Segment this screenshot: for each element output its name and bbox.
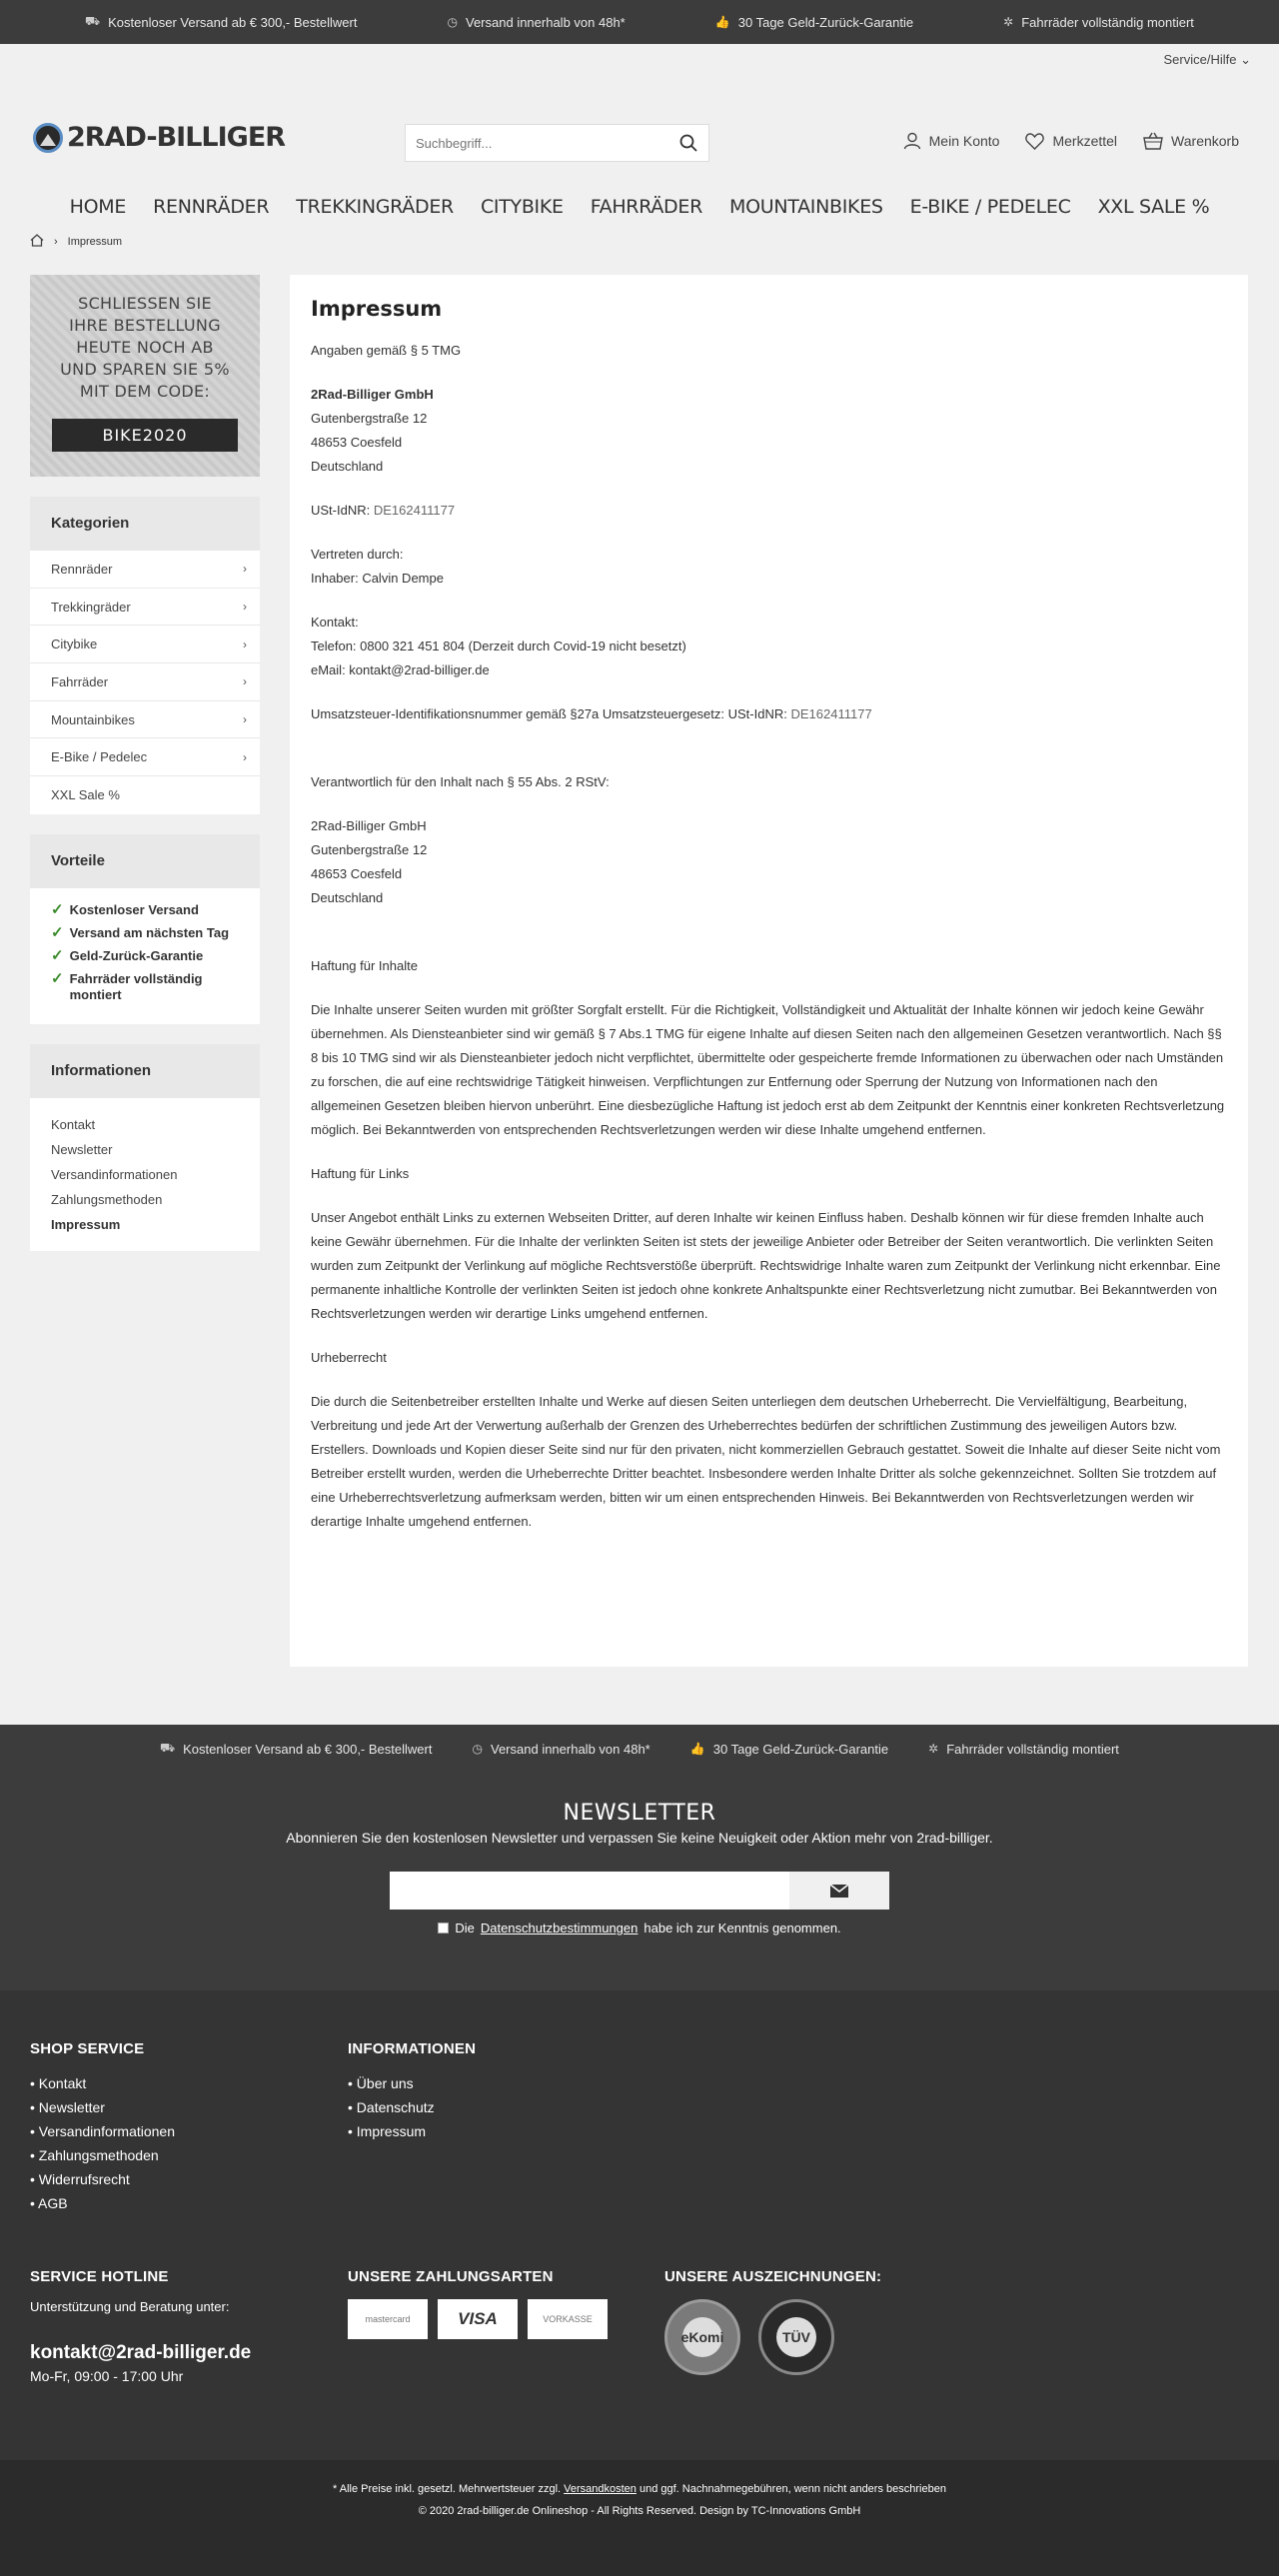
section-text: Die durch die Seitenbetreiber erstellten Inhalte und Werke auf diesen Seiten unterliegen dem deutschen Urheberrecht. Die Vervielfältigung, Bearbeitung, Verbreitung und jede Art der Verwertung außerhalb der Grenzen des Urheberrechtes bedürfen der schriftlichen Zustimmung des jeweiligen Autors bzw. Erstellers. Downloads und Kopien dieser Seite sind nur für den privaten, nicht kommerziellen Gebrauch gestattet. Soweit die Inhalte auf dieser Seite nicht vom Betreiber erstellt wurden, werden die Urheberrechte Dritter beachtet. Insbesondere werden Inhalte Dritter als solche gekennzeichnet. Sollten Sie trotzdem auf eine Urheberrechtsverletzung aufmerksam werden, bitten wir um einen entsprechenden Hinweis. Bei Bekanntwerden von Rechtsverletzungen werden wir derartige Inhalte umgehend entfernen.	[311, 1394, 1221, 1529]
advantages-box	[30, 834, 260, 1024]
footer-shop-service	[30, 2040, 175, 2215]
usp-item	[448, 15, 626, 30]
footer-payments	[348, 2268, 608, 2339]
footer-link[interactable]: • AGB	[30, 2191, 175, 2215]
page-title: Impressum	[311, 297, 443, 321]
footer-link[interactable]: • Widerrufsrecht	[30, 2167, 175, 2191]
info-link-versandinformationen[interactable]: Versandinformationen	[51, 1166, 178, 1182]
section-heading: Urheberrecht	[311, 1350, 387, 1365]
checkmark-icon: ✓	[51, 923, 64, 941]
footer-link[interactable]: • Zahlungsmethoden	[30, 2143, 175, 2167]
main-content	[290, 275, 1248, 1667]
shipping-costs-link[interactable]: Versandkosten	[564, 2483, 637, 2495]
footer-link[interactable]: • Kontakt	[30, 2071, 175, 2095]
ekomi-seal[interactable]: eKomi	[664, 2299, 740, 2375]
contact-info: Kontakt: Telefon: 0800 321 451 804 (Derzeit durch Covid-19 nicht besetzt) eMail: kontakt@2rad-billiger.de	[311, 615, 686, 677]
main-navigation	[0, 194, 1279, 220]
search-icon	[679, 134, 697, 152]
newsletter-consent: Die Datenschutzbestimmungen habe ich zur Kenntnis genommen.	[0, 1921, 1279, 1935]
search-button[interactable]	[668, 125, 708, 161]
footer-title: UNSERE AUSZEICHNUNGEN:	[664, 2268, 882, 2285]
user-icon	[903, 132, 921, 150]
checkmark-icon: ✓	[51, 969, 64, 987]
category-item[interactable]: Citybike ›	[30, 626, 260, 663]
usp-text: Kostenloser Versand ab € 300,- Bestellwert	[108, 14, 358, 30]
footer-title: SERVICE HOTLINE	[30, 2268, 169, 2285]
account-label: Mein Konto	[928, 133, 1000, 149]
cart-link[interactable]	[1143, 132, 1239, 150]
chevron-right-icon: ›	[243, 712, 247, 727]
information-box	[30, 1044, 260, 1251]
hotline-subtitle: Unterstützung und Beratung unter:	[30, 2299, 230, 2314]
nav-rennraeder[interactable]: RENNRÄDER	[153, 196, 270, 218]
usp-bar-bottom	[0, 1725, 1279, 1773]
nav-fahrraeder[interactable]: FAHRRÄDER	[590, 196, 702, 218]
section-text: Unser Angebot enthält Links zu externen Webseiten Dritter, auf deren Inhalte wir keinen Einfluss haben. Deshalb können wir für diese fremden Inhalte auch keine Gewähr übernehmen. Für die Inhalte der verlinkten Seiten ist stets der jeweilige Anbieter oder Betreiber der Seiten verantwortlich. Die verlinkten Seiten wurden zum Zeitpunkt der Verlinkung auf mögliche Rechtsverstöße überprüft. Rechtswidrige Inhalte waren zum Zeitpunkt der Verlinkung nicht erkennbar. Eine permanente inhaltliche Kontrolle der verlinkten Seiten ist jedoch ohne konkrete Anhaltspunkte einer Rechtsverletzung nicht zumutbar. Bei Bekanntwerden von Rechtsverletzungen werden wir derartige Links umgehend entfernen.	[311, 1210, 1221, 1321]
vat-id: Umsatzsteuer-Identifikationsnummer gemäß §27a Umsatzsteuergesetz: USt-IdNR: DE162411177	[311, 706, 872, 721]
usp-item	[85, 14, 357, 30]
newsletter-section	[0, 1773, 1279, 1990]
category-item[interactable]: Rennräder ›	[30, 551, 260, 589]
breadcrumb	[30, 234, 122, 250]
responsible-label: Verantwortlich für den Inhalt nach § 55 Abs. 2 RStV:	[311, 774, 610, 789]
advantage-item: ✓ Versand am nächsten Tag	[51, 923, 230, 941]
truck-icon: ⛟	[85, 14, 101, 28]
info-link-newsletter[interactable]: Newsletter	[51, 1141, 113, 1157]
gear-icon: ✲	[1003, 15, 1014, 29]
categories-title: Kategorien	[30, 497, 260, 551]
category-item[interactable]: Fahrräder ›	[30, 663, 260, 701]
vorkasse-logo: VORKASSE	[528, 2299, 608, 2339]
tmg-note: Angaben gemäß § 5 TMG	[311, 343, 462, 358]
footer-link[interactable]: • Impressum	[348, 2119, 476, 2143]
advantage-item: ✓ Fahrräder vollständig montiert	[51, 969, 203, 1002]
account-link[interactable]	[903, 132, 1000, 150]
account-links	[903, 132, 1239, 150]
heart-icon	[1025, 133, 1044, 150]
usp-item: ◷ Versand innerhalb von 48h*	[472, 1741, 650, 1757]
info-link-impressum[interactable]: Impressum	[51, 1216, 121, 1232]
chevron-right-icon: ›	[54, 236, 58, 248]
footer-informationen	[348, 2040, 476, 2143]
info-link-zahlungsmethoden[interactable]: Zahlungsmethoden	[51, 1191, 163, 1207]
tuv-seal[interactable]: TÜV	[758, 2299, 834, 2375]
usp-bar-top	[0, 0, 1279, 44]
privacy-link[interactable]: Datenschutzbestimmungen	[480, 1921, 639, 1935]
responsible-address: 2Rad-Billiger GmbH Gutenbergstraße 12 48653 Coesfeld Deutschland	[311, 818, 428, 905]
footer-hotline	[30, 2268, 251, 2384]
ust-id: USt-IdNR: DE162411177	[311, 503, 456, 518]
mastercard-logo: mastercard	[348, 2299, 428, 2339]
nav-trekkingraeder[interactable]: TREKKINGRÄDER	[296, 196, 454, 218]
home-icon[interactable]	[30, 234, 44, 250]
advantage-item: ✓ Geld-Zurück-Garantie	[51, 946, 204, 964]
legal-bar	[0, 2460, 1279, 2576]
usp-text: 30 Tage Geld-Zurück-Garantie	[737, 14, 914, 30]
service-help-menu[interactable]	[1164, 52, 1252, 68]
categories-box	[30, 497, 260, 814]
chevron-right-icon: ›	[243, 600, 247, 615]
representative: Vertreten durch: Inhaber: Calvin Dempe	[311, 547, 444, 586]
footer-link[interactable]: • Versandinformationen	[30, 2119, 175, 2143]
checkmark-icon: ✓	[51, 946, 64, 964]
usp-item	[715, 15, 913, 30]
consent-checkbox[interactable]	[438, 1923, 449, 1933]
search-input[interactable]	[406, 125, 668, 161]
nav-home[interactable]: HOME	[69, 196, 127, 218]
footer-title: INFORMATIONEN	[348, 2040, 477, 2057]
promo-code: BIKE2020	[52, 419, 238, 452]
footer-link[interactable]: • Über uns	[348, 2071, 476, 2095]
usp-item: 👍 30 Tage Geld-Zurück-Garantie	[689, 1741, 889, 1757]
newsletter-title: NEWSLETTER	[563, 1801, 716, 1826]
footer-title: UNSERE ZAHLUNGSARTEN	[348, 2268, 554, 2285]
category-item[interactable]: Trekkingräder ›	[30, 589, 260, 627]
wishlist-link[interactable]	[1025, 132, 1117, 150]
nav-mountainbikes[interactable]: MOUNTAINBIKES	[728, 196, 883, 218]
chevron-right-icon: ›	[243, 674, 247, 689]
cart-label: Warenkorb	[1171, 133, 1239, 149]
hotline-hours: Mo-Fr, 09:00 - 17:00 Uhr	[30, 2368, 184, 2384]
logo[interactable]	[33, 122, 285, 153]
truck-icon: ⛟	[160, 1741, 176, 1755]
nav-ebike[interactable]: E-BIKE / PEDELEC	[909, 196, 1071, 218]
usp-item	[1003, 15, 1194, 30]
visa-logo: VISA	[438, 2299, 518, 2339]
legal-line-1: * Alle Preise inkl. gesetzl. Mehrwertsteuer zzgl. Versandkosten und ggf. Nachnahmegebühren, wenn nicht anders beschrieben	[333, 2483, 946, 2495]
footer-awards	[664, 2268, 881, 2375]
basket-icon	[1143, 132, 1163, 150]
chevron-right-icon: ›	[243, 562, 247, 577]
category-item[interactable]: E-Bike / Pedelec ›	[30, 738, 260, 776]
nav-xxl-sale[interactable]: XXL SALE %	[1097, 196, 1210, 218]
thumbs-up-icon: 👍	[689, 1742, 705, 1756]
usp-text: Versand innerhalb von 48h*	[466, 14, 626, 30]
newsletter-email-input[interactable]	[390, 1872, 789, 1910]
usp-item: ✲ Fahrräder vollständig montiert	[928, 1741, 1119, 1757]
footer-link[interactable]: • Newsletter	[30, 2095, 175, 2119]
promo-banner[interactable]	[30, 275, 260, 477]
newsletter-form	[390, 1872, 889, 1910]
sidebar	[30, 275, 260, 1251]
newsletter-subtitle: Abonnieren Sie den kostenlosen Newsletter und verpassen Sie keine Neuigkeit oder Aktion mehr von 2rad-billiger.	[286, 1830, 993, 1846]
copyright: © 2020 2rad-billiger.de Onlineshop - All Rights Reserved. Design by TC-Innovations GmbH	[418, 2505, 861, 2517]
section-text: Die Inhalte unserer Seiten wurden mit größter Sorgfalt erstellt. Für die Richtigkeit, Vollständigkeit und Aktualität der Inhalte können wir jedoch keine Gewähr übernehmen. Als Diensteanbieter sind wir gemäß § 7 Abs.1 TMG für eigene Inhalte auf diesen Seiten nach den allgemeinen Gesetzen verantwortlich. Nach §§ 8 bis 10 TMG sind wir als Diensteanbieter jedoch nicht verpflichtet, übermittelte oder gespeicherte fremde Informationen zu überwachen oder nach Umständen zu forschen, die auf eine rechtswidrige Tätigkeit hinweisen. Verpflichtungen zur Entfernung oder Sperrung der Nutzung von Informationen nach den allgemeinen Gesetzen bleiben hiervon unberührt. Eine diesbezügliche Haftung ist jedoch erst ab dem Zeitpunkt der Kenntnis einer konkreten Rechtsverletzung möglich. Bei Bekanntwerden von entsprechenden Rechtsverletzungen werden wir diese Inhalte umgehend entfernen.	[311, 1002, 1225, 1137]
search-bar	[405, 124, 709, 162]
hotline-email[interactable]: kontakt@2rad-billiger.de	[30, 2342, 252, 2363]
company-address: 2Rad-Billiger GmbH Gutenbergstraße 12 48653 Coesfeld Deutschland	[311, 387, 434, 474]
usp-item: ⛟ Kostenloser Versand ab € 300,- Bestellwert	[160, 1741, 433, 1757]
section-heading: Haftung für Links	[311, 1166, 410, 1181]
clock-icon: ◷	[447, 15, 458, 29]
page-body	[0, 236, 1279, 1725]
envelope-icon	[830, 1885, 848, 1898]
chevron-down-icon: ⌄	[1240, 52, 1251, 67]
footer-title: SHOP SERVICE	[30, 2040, 145, 2057]
chevron-right-icon: ›	[243, 637, 247, 651]
footer-link[interactable]: • Datenschutz	[348, 2095, 476, 2119]
breadcrumb-current[interactable]: Impressum	[67, 236, 123, 248]
category-item[interactable]: XXL Sale %	[51, 787, 120, 803]
service-help-label: Service/Hilfe	[1163, 52, 1237, 67]
usp-text: Fahrräder vollständig montiert	[1021, 14, 1194, 30]
promo-text: SCHLIESSEN SIE IHRE BESTELLUNG HEUTE NOCH AB UND SPAREN SIE 5% MIT DEM CODE:	[60, 294, 230, 401]
information-title: Informationen	[30, 1044, 260, 1098]
advantage-item: ✓ Kostenloser Versand	[51, 900, 199, 918]
wishlist-label: Merkzettel	[1052, 133, 1118, 149]
info-link-kontakt[interactable]: Kontakt	[51, 1116, 96, 1132]
section-heading: Haftung für Inhalte	[311, 958, 418, 973]
footer	[0, 1990, 1279, 2460]
checkmark-icon: ✓	[51, 900, 64, 918]
thumbs-up-icon: 👍	[714, 15, 730, 29]
logo-mountain-icon	[33, 123, 63, 153]
clock-icon: ◷	[472, 1742, 483, 1756]
category-item[interactable]: Mountainbikes ›	[30, 701, 260, 739]
advantages-title: Vorteile	[30, 834, 260, 888]
chevron-right-icon: ›	[243, 749, 247, 764]
nav-citybike[interactable]: CITYBIKE	[480, 196, 564, 218]
header	[0, 44, 1279, 236]
logo-text: 2RAD-BILLIGER	[67, 122, 286, 153]
newsletter-submit-button[interactable]	[789, 1872, 889, 1910]
gear-icon: ✲	[928, 1742, 939, 1756]
